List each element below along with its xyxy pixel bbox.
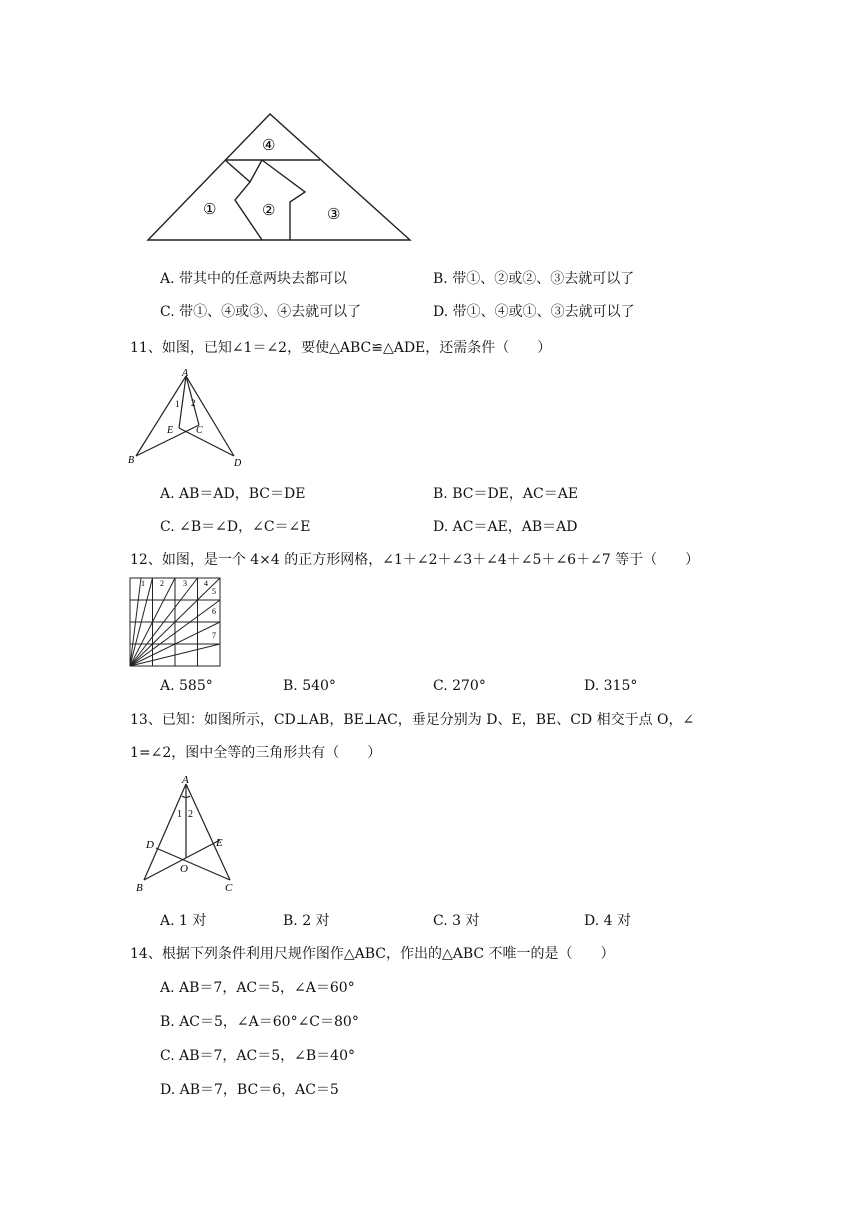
q11-figure: [122, 366, 252, 470]
q12-grid-figure: [126, 574, 226, 670]
point-b-label: B: [128, 455, 135, 466]
cut-line-top: [250, 160, 262, 182]
q13-option-c: C. 3 对: [433, 913, 480, 929]
angle-3-label: 3: [183, 579, 187, 588]
q13-stem-line-2: 1=∠2，图中全等的三角形共有（ ）: [130, 745, 382, 761]
q10-option-d: D. 带①、④或①、③去就可以了: [433, 304, 635, 320]
region-4-label: ④: [262, 138, 276, 154]
q13-option-d: D. 4 对: [584, 913, 631, 929]
q14-option-a: A. AB＝7，AC＝5，∠A＝60°: [160, 980, 355, 996]
q12-option-c: C. 270°: [433, 678, 486, 694]
q10-triangle-figure: [140, 108, 420, 248]
region-1-label: ①: [203, 202, 217, 218]
q12-option-b: B. 540°: [283, 678, 336, 694]
q11-option-b: B. BC＝DE，AC＝AE: [433, 486, 579, 502]
point-d-label: D: [234, 458, 242, 469]
region-3-label: ③: [327, 207, 341, 223]
point-d-label: D: [146, 839, 154, 851]
piece-2-outline: [225, 160, 262, 240]
angle-1-label: 1: [175, 399, 180, 409]
angle-1-label: 1: [177, 809, 182, 820]
point-a-label: A: [182, 774, 189, 786]
point-e-label: E: [167, 425, 174, 436]
q12-option-a: A. 585°: [160, 678, 213, 694]
q14-option-b: B. AC＝5，∠A＝60°∠C＝80°: [160, 1014, 359, 1030]
piece-2-outline-right: [262, 160, 305, 240]
angle-5-label: 5: [212, 587, 216, 596]
q12-option-d: D. 315°: [584, 678, 638, 694]
q13-option-a: A. 1 对: [160, 913, 207, 929]
q10-option-a: A. 带其中的任意两块去都可以: [160, 271, 348, 287]
q11-option-d: D. AC＝AE，AB＝AD: [433, 519, 578, 535]
q11-option-c: C. ∠B＝∠D，∠C＝∠E: [160, 519, 311, 535]
angle-2-label: 2: [160, 579, 164, 588]
outer-triangle: [148, 114, 410, 240]
q13-option-b: B. 2 对: [283, 913, 330, 929]
angle-6-label: 6: [212, 607, 216, 616]
q14-stem: 14、根据下列条件利用尺规作图作△ABC，作出的△ABC 不唯一的是（ ）: [130, 946, 615, 962]
angle-2-label: 2: [188, 809, 193, 820]
point-a-label: A: [182, 368, 189, 379]
q13-figure: [128, 772, 248, 898]
q10-option-c: C. 带①、④或③、④去就可以了: [160, 304, 362, 320]
q14-option-d: D. AB＝7，BC＝6，AC＝5: [160, 1082, 339, 1098]
q14-option-c: C. AB＝7，AC＝5，∠B＝40°: [160, 1048, 355, 1064]
point-b-label: B: [136, 882, 143, 894]
q12-stem: 12、如图，是一个 4×4 的正方形网格，∠1＋∠2＋∠3＋∠4＋∠5＋∠6＋∠7 等于（ ）: [130, 552, 700, 568]
region-2-label: ②: [262, 203, 276, 219]
point-o-label: O: [180, 863, 188, 875]
q10-option-b: B. 带①、②或②、③去就可以了: [433, 271, 635, 287]
q11-option-a: A. AB＝AD，BC＝DE: [160, 486, 306, 502]
angle-2-label: 2: [191, 398, 196, 408]
point-c-label: C: [196, 425, 203, 436]
q11-stem: 11、如图，已知∠1＝∠2，要使△ABC≌△ADE，还需条件（ ）: [130, 340, 552, 356]
angle-1-label: 1: [141, 579, 145, 588]
q13-stem-line-1: 13、已知：如图所示，CD⊥AB，BE⊥AC，垂足分别为 D、E，BE、CD 相交于点 O，∠: [130, 712, 695, 728]
point-e-label: E: [216, 837, 223, 849]
angle-4-label: 4: [204, 579, 208, 588]
point-c-label: C: [225, 882, 233, 894]
angle-7-label: 7: [212, 631, 216, 640]
